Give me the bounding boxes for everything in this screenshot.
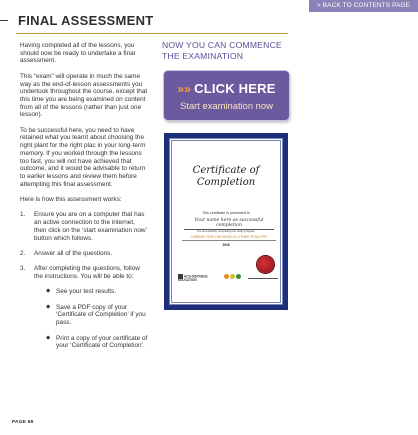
outcome-item [34, 335, 148, 350]
double-chevron-right-icon: »» [177, 82, 192, 96]
outcome-item [34, 288, 148, 296]
outcome-item [34, 304, 148, 327]
step-item [20, 211, 148, 242]
step-item [20, 265, 148, 350]
outcomes-list [34, 288, 148, 350]
outcome-text: Print a copy of your certificate of your ‘Certificate of Completion’. [56, 334, 148, 350]
step-text: After completing the questions, follow the instructions. You will be able to: [34, 265, 140, 280]
certificate-title-line2: Completion [196, 176, 256, 188]
certificate-course-name: CARING FOR CHICKENS & OTHER POULTRY [182, 235, 276, 241]
diamond-bullet-icon: ◆ [46, 288, 51, 295]
step-text: Ensure you are on a computer that has an active connection to the internet, then click on the ‘start examination now’ button which follows. [34, 211, 147, 242]
step-text: Answer all of the questions. [34, 249, 113, 257]
diamond-bullet-icon: ◆ [46, 303, 51, 310]
certificate-title-line1: Certificate of [192, 165, 260, 176]
page-title: FINAL ASSESSMENT [18, 13, 154, 28]
cta-primary-label: CLICK HERE [194, 81, 276, 96]
signature-line [248, 278, 278, 279]
outcome-text: See your test results. [56, 288, 117, 296]
assessment-instructions [20, 42, 148, 358]
title-divider [16, 33, 288, 34]
start-examination-button[interactable] [164, 71, 289, 120]
certificate-for-text: For successfully completing the study program [197, 229, 255, 233]
steps-list [20, 211, 148, 350]
commence-exam-heading: NOW YOU CAN COMMENCE THE EXAMINATION [162, 40, 282, 61]
page-edge-marker [0, 20, 8, 21]
certificate-title [172, 165, 280, 188]
diamond-bullet-icon: ◆ [46, 334, 51, 341]
intro-paragraph: Having completed all of the lessons, you should now be ready to undertake a final assessment. [20, 42, 136, 65]
step-number: 1. [20, 211, 26, 219]
certificate-body [169, 138, 283, 305]
step-number: 3. [20, 265, 26, 273]
exam-description-paragraph: This “exam” will operate in much the same way as the end-of-lesson assessments you undertook throughout the course, except that this time you are being examined on content from all of the lessons (rather than just one lesson). [20, 72, 148, 119]
page-number: PAGE 98 [12, 420, 34, 425]
back-to-contents-button[interactable]: > BACK TO CONTENTS PAGE [309, 0, 418, 12]
success-paragraph: To be successful here, you need to have retained what you learnt about choosing the right plant for the right plac in your long-term memory. If you worked through the lessons too fast, you will not have achieved that outcome, and it would be advisable to return to earlier lessons and review them before attempting this final assessment. [20, 126, 146, 188]
certificate-presented-text: This certificate is presented to [202, 211, 250, 215]
certificate-recipient-name: Your name here as successful completion [184, 218, 274, 230]
acs-logo-text: ACS DISTANCE EDUCATION [178, 274, 208, 283]
acs-logo [178, 274, 216, 283]
outcome-text: Save a PDF copy of your ‘Certificate of Completion’ if you pass. [56, 303, 146, 327]
certificate-preview [164, 133, 288, 310]
step-item [20, 250, 148, 258]
seal-icon [257, 256, 274, 273]
step-number: 2. [20, 249, 26, 257]
cta-primary-line [164, 81, 289, 96]
certificate-date: 2018 [222, 243, 230, 247]
partner-logo-icon [224, 274, 246, 282]
how-it-works-paragraph: Here is how this assessment works: [20, 196, 122, 204]
cta-secondary-label: Start examination now [180, 100, 273, 111]
